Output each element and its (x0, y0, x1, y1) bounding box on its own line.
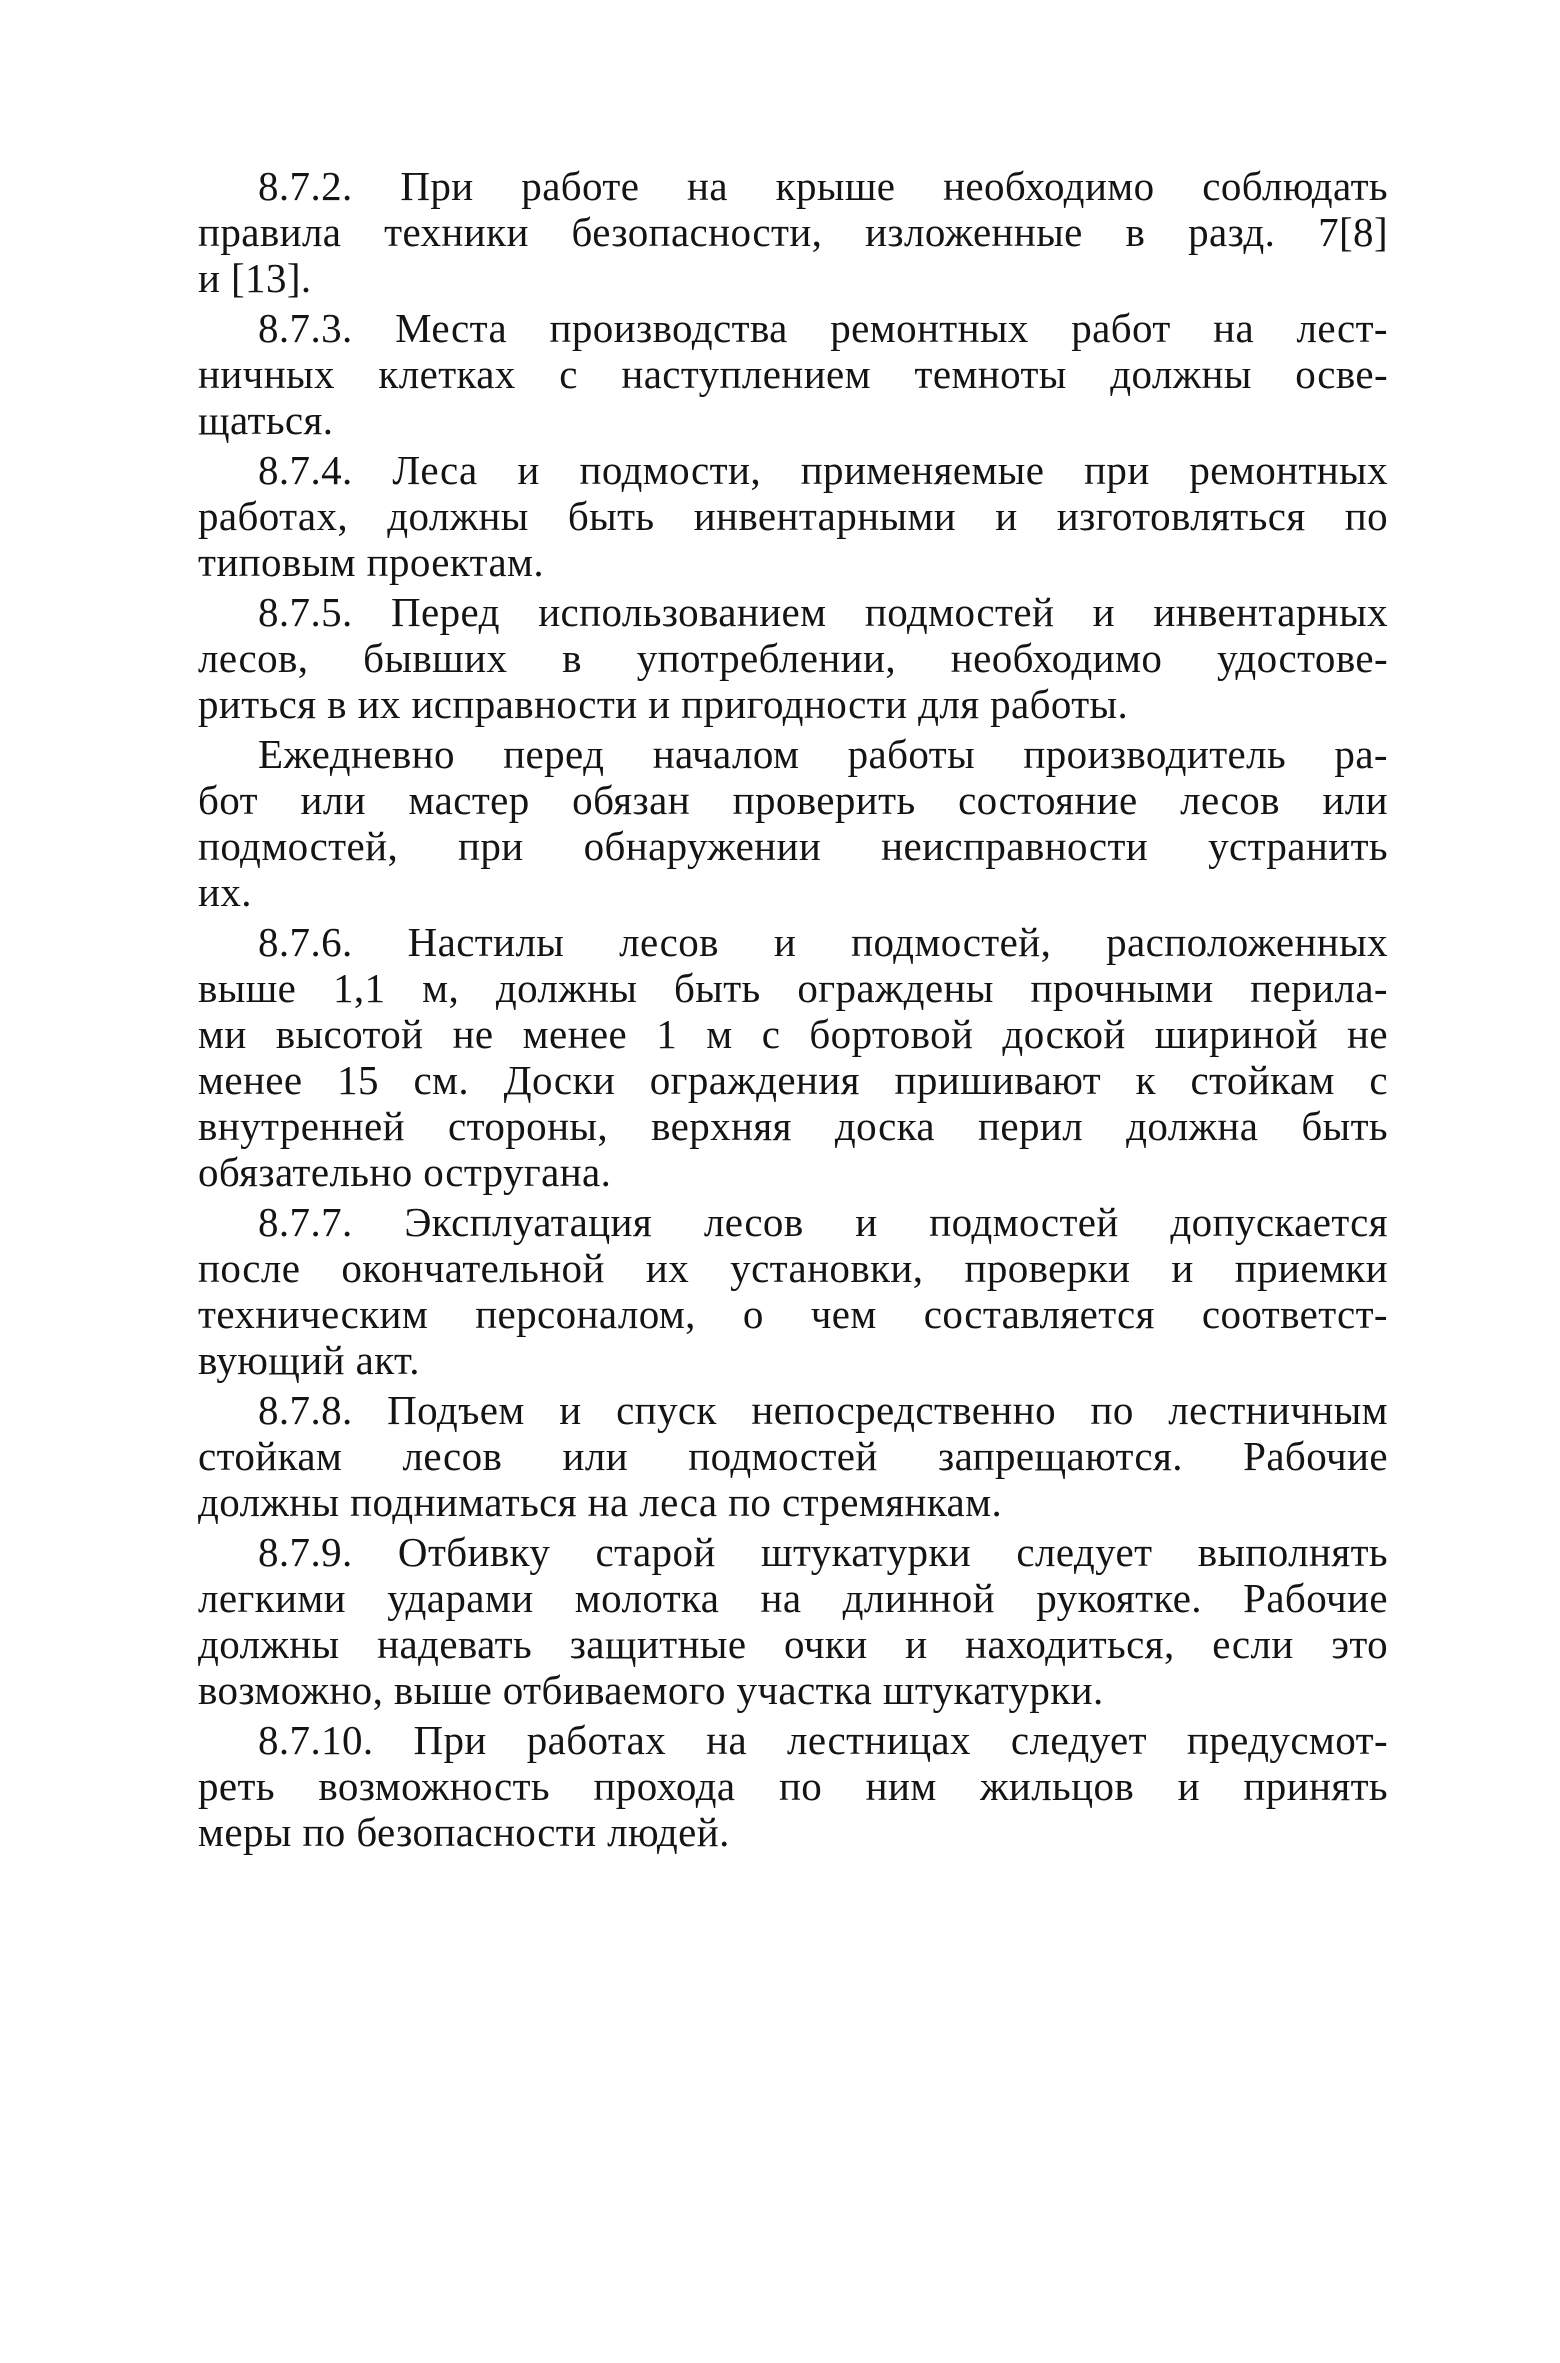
text-line: 8.7.4. Леса и подмости, применяемые при ремонтных (258, 447, 1388, 493)
paragraph-8-7-3 (198, 305, 1388, 443)
text-line: 8.7.8. Подъем и спуск непосредственно по лестничным (258, 1387, 1388, 1433)
text-line: обязательно остругана. (198, 1149, 612, 1195)
text-line: Ежедневно перед началом работы производитель ра- (258, 731, 1388, 777)
paragraph-8-7-2 (198, 163, 1388, 301)
text-line: меры по безопасности людей. (198, 1809, 730, 1855)
text-line: 8.7.7. Эксплуатация лесов и подмостей допускается (258, 1199, 1388, 1245)
paragraph-8-7-10 (198, 1717, 1388, 1855)
text-line: 8.7.5. Перед использованием подмостей и инвентарных (258, 589, 1388, 635)
text-line: бот или мастер обязан проверить состояние лесов или (198, 777, 1388, 823)
text-line: должны подниматься на леса по стремянкам. (198, 1479, 1003, 1525)
text-line: менее 15 см. Доски ограждения пришивают к стойкам с (198, 1057, 1388, 1103)
paragraph-8-7-9 (198, 1529, 1388, 1713)
text-line: возможно, выше отбиваемого участка штукатурки. (198, 1667, 1104, 1713)
text-line: 8.7.9. Отбивку старой штукатурки следует выполнять (258, 1529, 1388, 1575)
text-line: легкими ударами молотка на длинной рукоятке. Рабочие (198, 1575, 1388, 1621)
text-line: работах, должны быть инвентарными и изготовляться по (198, 493, 1388, 539)
text-line: риться в их исправности и пригодности для работы. (198, 681, 1129, 727)
text-line: лесов, бывших в употреблении, необходимо удостове- (198, 635, 1388, 681)
paragraph-8-7-5 (198, 589, 1388, 727)
paragraph-8-7-8 (198, 1387, 1388, 1525)
text-line: и [13]. (198, 255, 312, 301)
text-line: техническим персоналом, о чем составляется соответст- (198, 1291, 1388, 1337)
text-line: реть возможность прохода по ним жильцов и принять (198, 1763, 1388, 1809)
text-line: правила техники безопасности, изложенные в разд. 7[8] (198, 209, 1388, 255)
text-line: вующий акт. (198, 1337, 420, 1383)
paragraph-8-7-4 (198, 447, 1388, 585)
paragraph-8-7-7 (198, 1199, 1388, 1383)
text-line: стойкам лесов или подмостей запрещаются. Рабочие (198, 1433, 1388, 1479)
text-line: типовым проектам. (198, 539, 545, 585)
text-line: 8.7.10. При работах на лестницах следует предусмот- (258, 1717, 1388, 1763)
text-line: подмостей, при обнаружении неисправности устранить (198, 823, 1388, 869)
text-line: 8.7.2. При работе на крыше необходимо соблюдать (258, 163, 1388, 209)
text-line: 8.7.3. Места производства ремонтных работ на лест- (258, 305, 1388, 351)
text-line: ничных клетках с наступлением темноты должны осве- (198, 351, 1388, 397)
text-line: внутренней стороны, верхняя доска перил должна быть (198, 1103, 1388, 1149)
paragraph-8-7-5-daily (198, 731, 1388, 915)
text-line: ми высотой не менее 1 м с бортовой доской шириной не (198, 1011, 1388, 1057)
document-text-block (198, 163, 1388, 1859)
text-line: щаться. (198, 397, 334, 443)
paragraph-8-7-6 (198, 919, 1388, 1195)
text-line: выше 1,1 м, должны быть ограждены прочными перила- (198, 965, 1388, 1011)
text-line: 8.7.6. Настилы лесов и подмостей, расположенных (258, 919, 1388, 965)
text-line: после окончательной их установки, проверки и приемки (198, 1245, 1388, 1291)
text-line: должны надевать защитные очки и находиться, если это (198, 1621, 1388, 1667)
text-line: их. (198, 869, 252, 915)
